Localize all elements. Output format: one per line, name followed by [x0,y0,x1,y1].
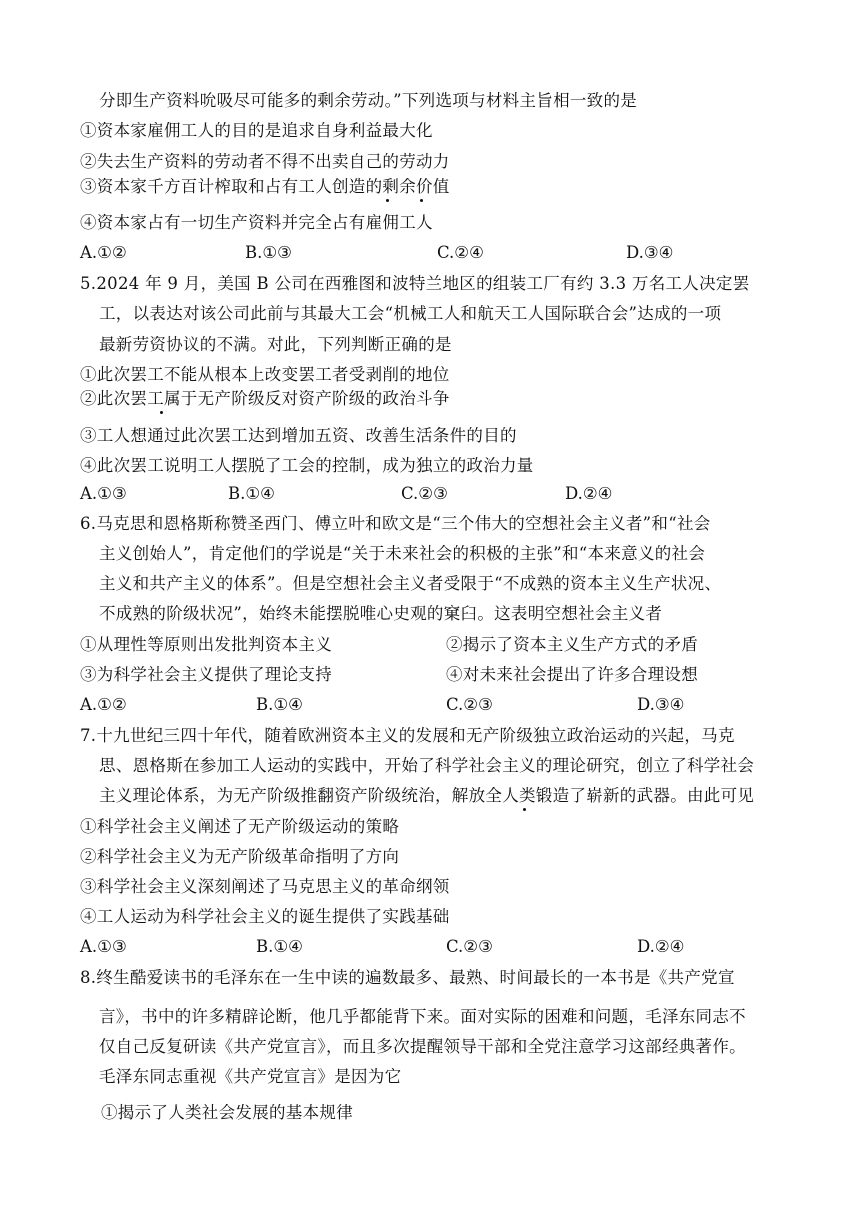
q7-statement-4: ④工人运动为科学社会主义的诞生提供了实践基础 [80,907,450,926]
q7-statement-3: ③科学社会主义深刻阐述了马克思主义的革命纲领 [80,877,450,896]
q7-choice-c: C.②③ [446,937,493,956]
q5-statement-2: ②此次罢工属于无产阶级反对资产阶级的政治斗争 [80,389,450,408]
q4-choice-d: D.③④ [626,243,674,262]
q5-statement-1: ①此次罢工不能从根本上改变罢工者受剥削的地位 [80,365,450,384]
q5-stem-line-3: 最新劳资协议的不满。对此，下列判断正确的是 [99,335,452,354]
q5-statement-4: ④此次罢工说明工人摆脱了工会的控制，成为独立的政治力量 [80,456,534,475]
q6-statement-2: ②揭示了资本主义生产方式的矛盾 [446,635,698,654]
q8-stem-line-2: 言》，书中的许多精辟论断，他几乎都能背下来。面对实际的困难和问题，毛泽东同志不 [99,1007,746,1026]
q6-statement-4: ④对未来社会提出了许多合理设想 [446,665,698,684]
q8-stem-line-3: 仅自己反复研读《共产党宣言》，而且多次提醒领导干部和全党注意学习这部经典著作。 [99,1037,746,1056]
q6-choice-b: B.①④ [256,695,303,714]
q8-stem-line-4: 毛泽东同志重视《共产党宣言》是因为它 [99,1067,402,1086]
q6-statement-3: ③为科学社会主义提供了理论支持 [80,665,332,684]
q6-stem-line-1: 6.马克思和恩格斯称赞圣西门、傅立叶和欧文是“三个伟大的空想社会主义者”和“社会 [80,514,711,533]
q4-statement-4: ④资本家占有一切生产资料并完全占有雇佣工人 [80,213,433,232]
emphasis-dot [523,808,526,811]
emphasis-dot [386,199,389,202]
q7-choice-a: A.①③ [80,937,127,956]
q8-stem-line-1: 8.终生酷爱读书的毛泽东在一生中读的遍数最多、最熟、时间最长的一本书是《共产党宣 [80,968,735,987]
q6-stem-line-4: 不成熟的阶级状况”，始终未能摆脱唯心史观的窠臼。这表明空想社会主义者 [99,604,663,623]
q6-choice-d: D.③④ [637,695,685,714]
q7-stem-line-2: 思、恩格斯在参加工人运动的实践中，开始了科学社会主义的理论研究，创立了科学社会 [99,756,755,775]
q7-statement-1: ①科学社会主义阐述了无产阶级运动的策略 [80,817,400,836]
q5-stem-line-1: 5.2024 年 9 月，美国 B 公司在西雅图和波特兰地区的组装工厂有约 3.3 万名工人决定罢 [80,274,750,293]
q6-stem-line-3: 主义和共产主义的体系”。但是空想社会主义者受限于“不成熟的资本主义生产状况、 [99,574,722,593]
q8-statement-1: ①揭示了人类社会发展的基本规律 [101,1103,353,1122]
q4-stem-tail: 分即生产资料吮吸尽可能多的剩余劳动。”下列选项与材料主旨相一致的是 [99,91,638,110]
q5-statement-3: ③工人想通过此次罢工达到增加五资、改善生活条件的目的 [80,426,517,445]
q5-choice-c: C.②③ [401,484,448,503]
q4-choice-b: B.①③ [245,243,292,262]
q7-choice-b: B.①④ [256,937,303,956]
q4-choice-c: C.②④ [437,243,484,262]
q7-statement-2: ②科学社会主义为无产阶级革命指明了方向 [80,847,400,866]
emphasis-dot [420,199,423,202]
q6-choice-a: A.①② [80,695,127,714]
q4-statement-3: ③资本家千方百计榨取和占有工人创造的剩余价值 [80,177,450,196]
emphasis-dot [160,411,163,414]
q6-statement-1: ①从理性等原则出发批判资本主义 [80,635,332,654]
q4-statement-1: ①资本家雇佣工人的目的是追求自身利益最大化 [80,121,433,140]
q6-stem-line-2: 主义创始人”，肯定他们的学说是“关于未来社会的积极的主张”和“本来意义的社会 [99,544,706,563]
q4-statement-2: ②失去生产资料的劳动者不得不出卖自己的劳动力 [80,152,450,171]
q7-stem-line-3: 主义理论体系，为无产阶级推翻资产阶级统治，解放全人类锻造了崭新的武器。由此可见 [99,786,755,805]
q5-stem-line-2: 工，以表达对该公司此前与其最大工会“机械工人和航天工人国际联合会”达成的一项 [99,304,722,323]
q7-stem-line-1: 7.十九世纪三四十年代，随着欧洲资本主义的发展和无产阶级独立政治运动的兴起，马克 [80,726,735,745]
q6-choice-c: C.②③ [446,695,493,714]
q4-choice-a: A.①② [80,243,127,262]
q5-choice-b: B.①④ [228,484,275,503]
q7-choice-d: D.②④ [637,937,685,956]
q5-choice-a: A.①③ [80,484,127,503]
q5-choice-d: D.②④ [565,484,613,503]
